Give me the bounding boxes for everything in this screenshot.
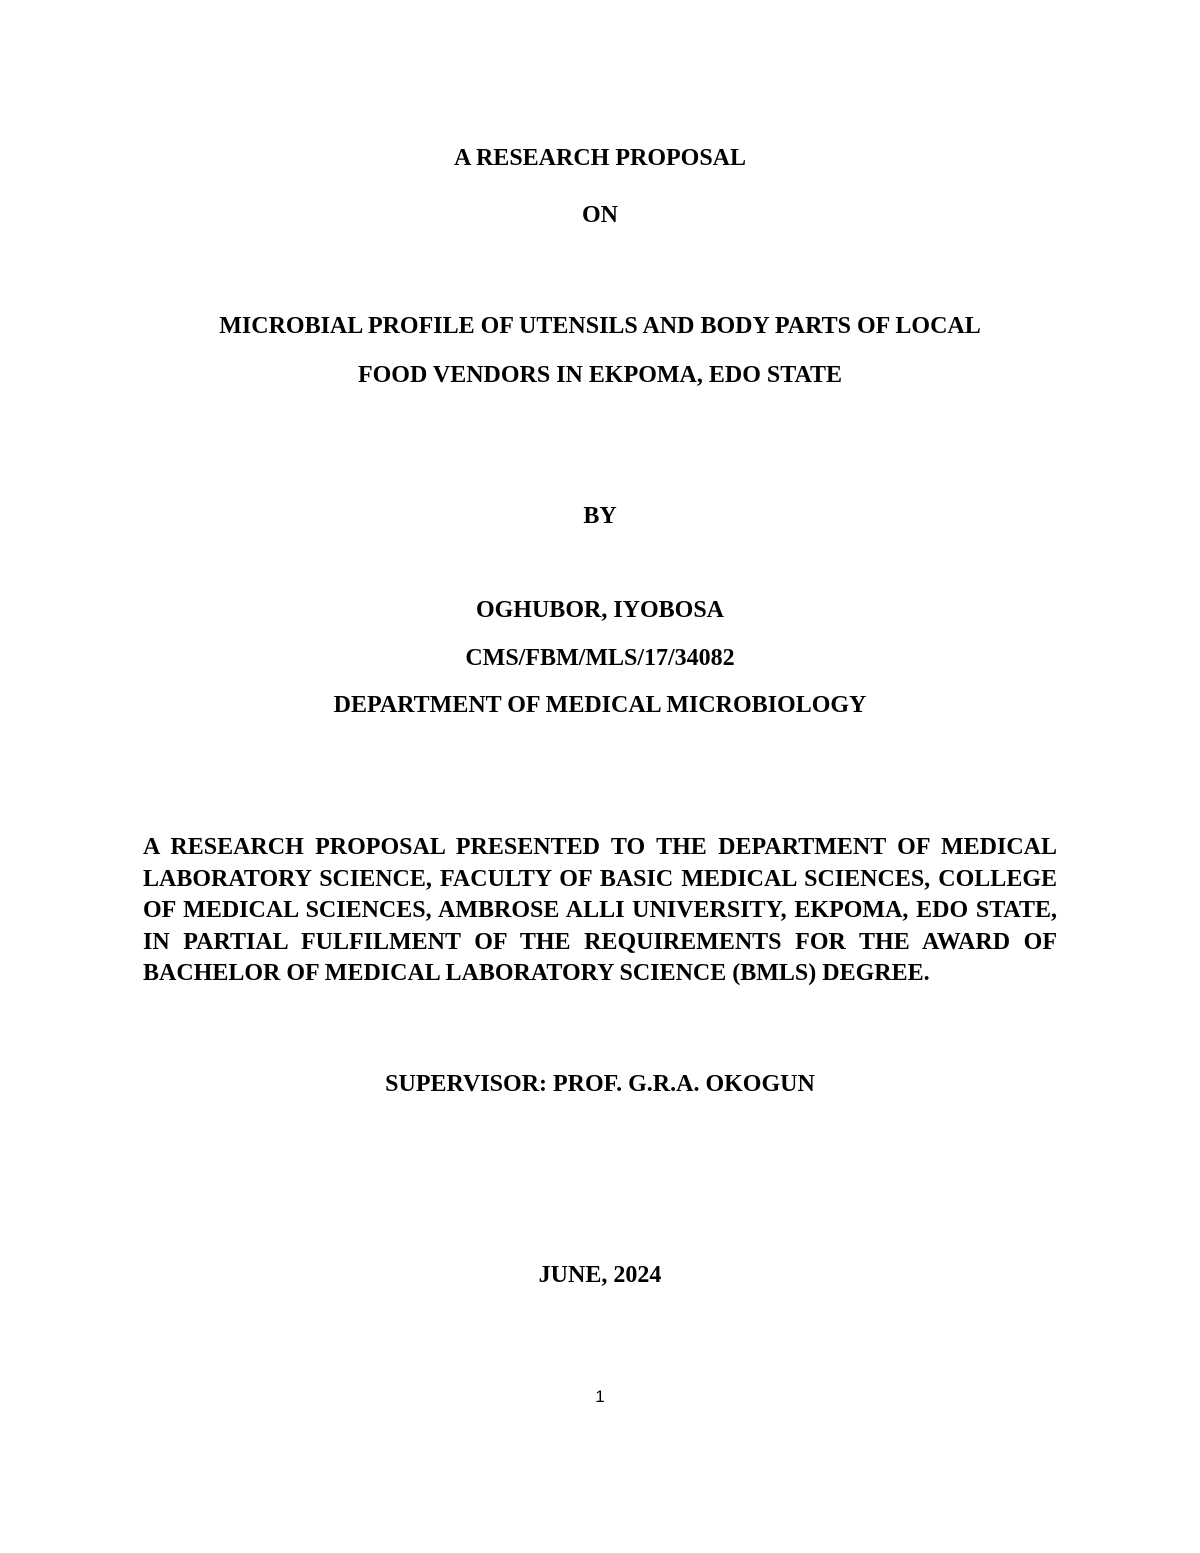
- heading-line-1: A RESEARCH PROPOSAL: [453, 145, 747, 171]
- presentation-statement: A RESEARCH PROPOSAL PRESENTED TO THE DEPARTMENT OF MEDICAL LABORATORY SCIENCE, FACULTY OF BASIC MEDICAL SCIENCES, COLLEGE OF MEDICAL SCIENCES, AMBROSE ALLI UNIVERSITY, EKPOMA, EDO STATE, IN PARTIAL FULFILMENT OF THE REQUIREMENTS FOR THE AWARD OF BACHELOR OF MEDICAL LABORATORY SCIENCE (BMLS) DEGREE.: [143, 834, 1057, 987]
- title-line-2: FOOD VENDORS IN EKPOMA, EDO STATE: [357, 362, 843, 388]
- submission-date: JUNE, 2024: [538, 1262, 662, 1288]
- department-name: DEPARTMENT OF MEDICAL MICROBIOLOGY: [333, 692, 867, 718]
- page-number: 1: [595, 1387, 605, 1406]
- matric-number: CMS/FBM/MLS/17/34082: [465, 645, 735, 671]
- heading-line-2: ON: [582, 202, 618, 228]
- title-line-1: MICROBIAL PROFILE OF UTENSILS AND BODY PARTS OF LOCAL: [219, 313, 981, 339]
- supervisor-line: SUPERVISOR: PROF. G.R.A. OKOGUN: [385, 1071, 815, 1097]
- author-name: OGHUBOR, IYOBOSA: [475, 597, 725, 623]
- by-label: BY: [583, 503, 617, 529]
